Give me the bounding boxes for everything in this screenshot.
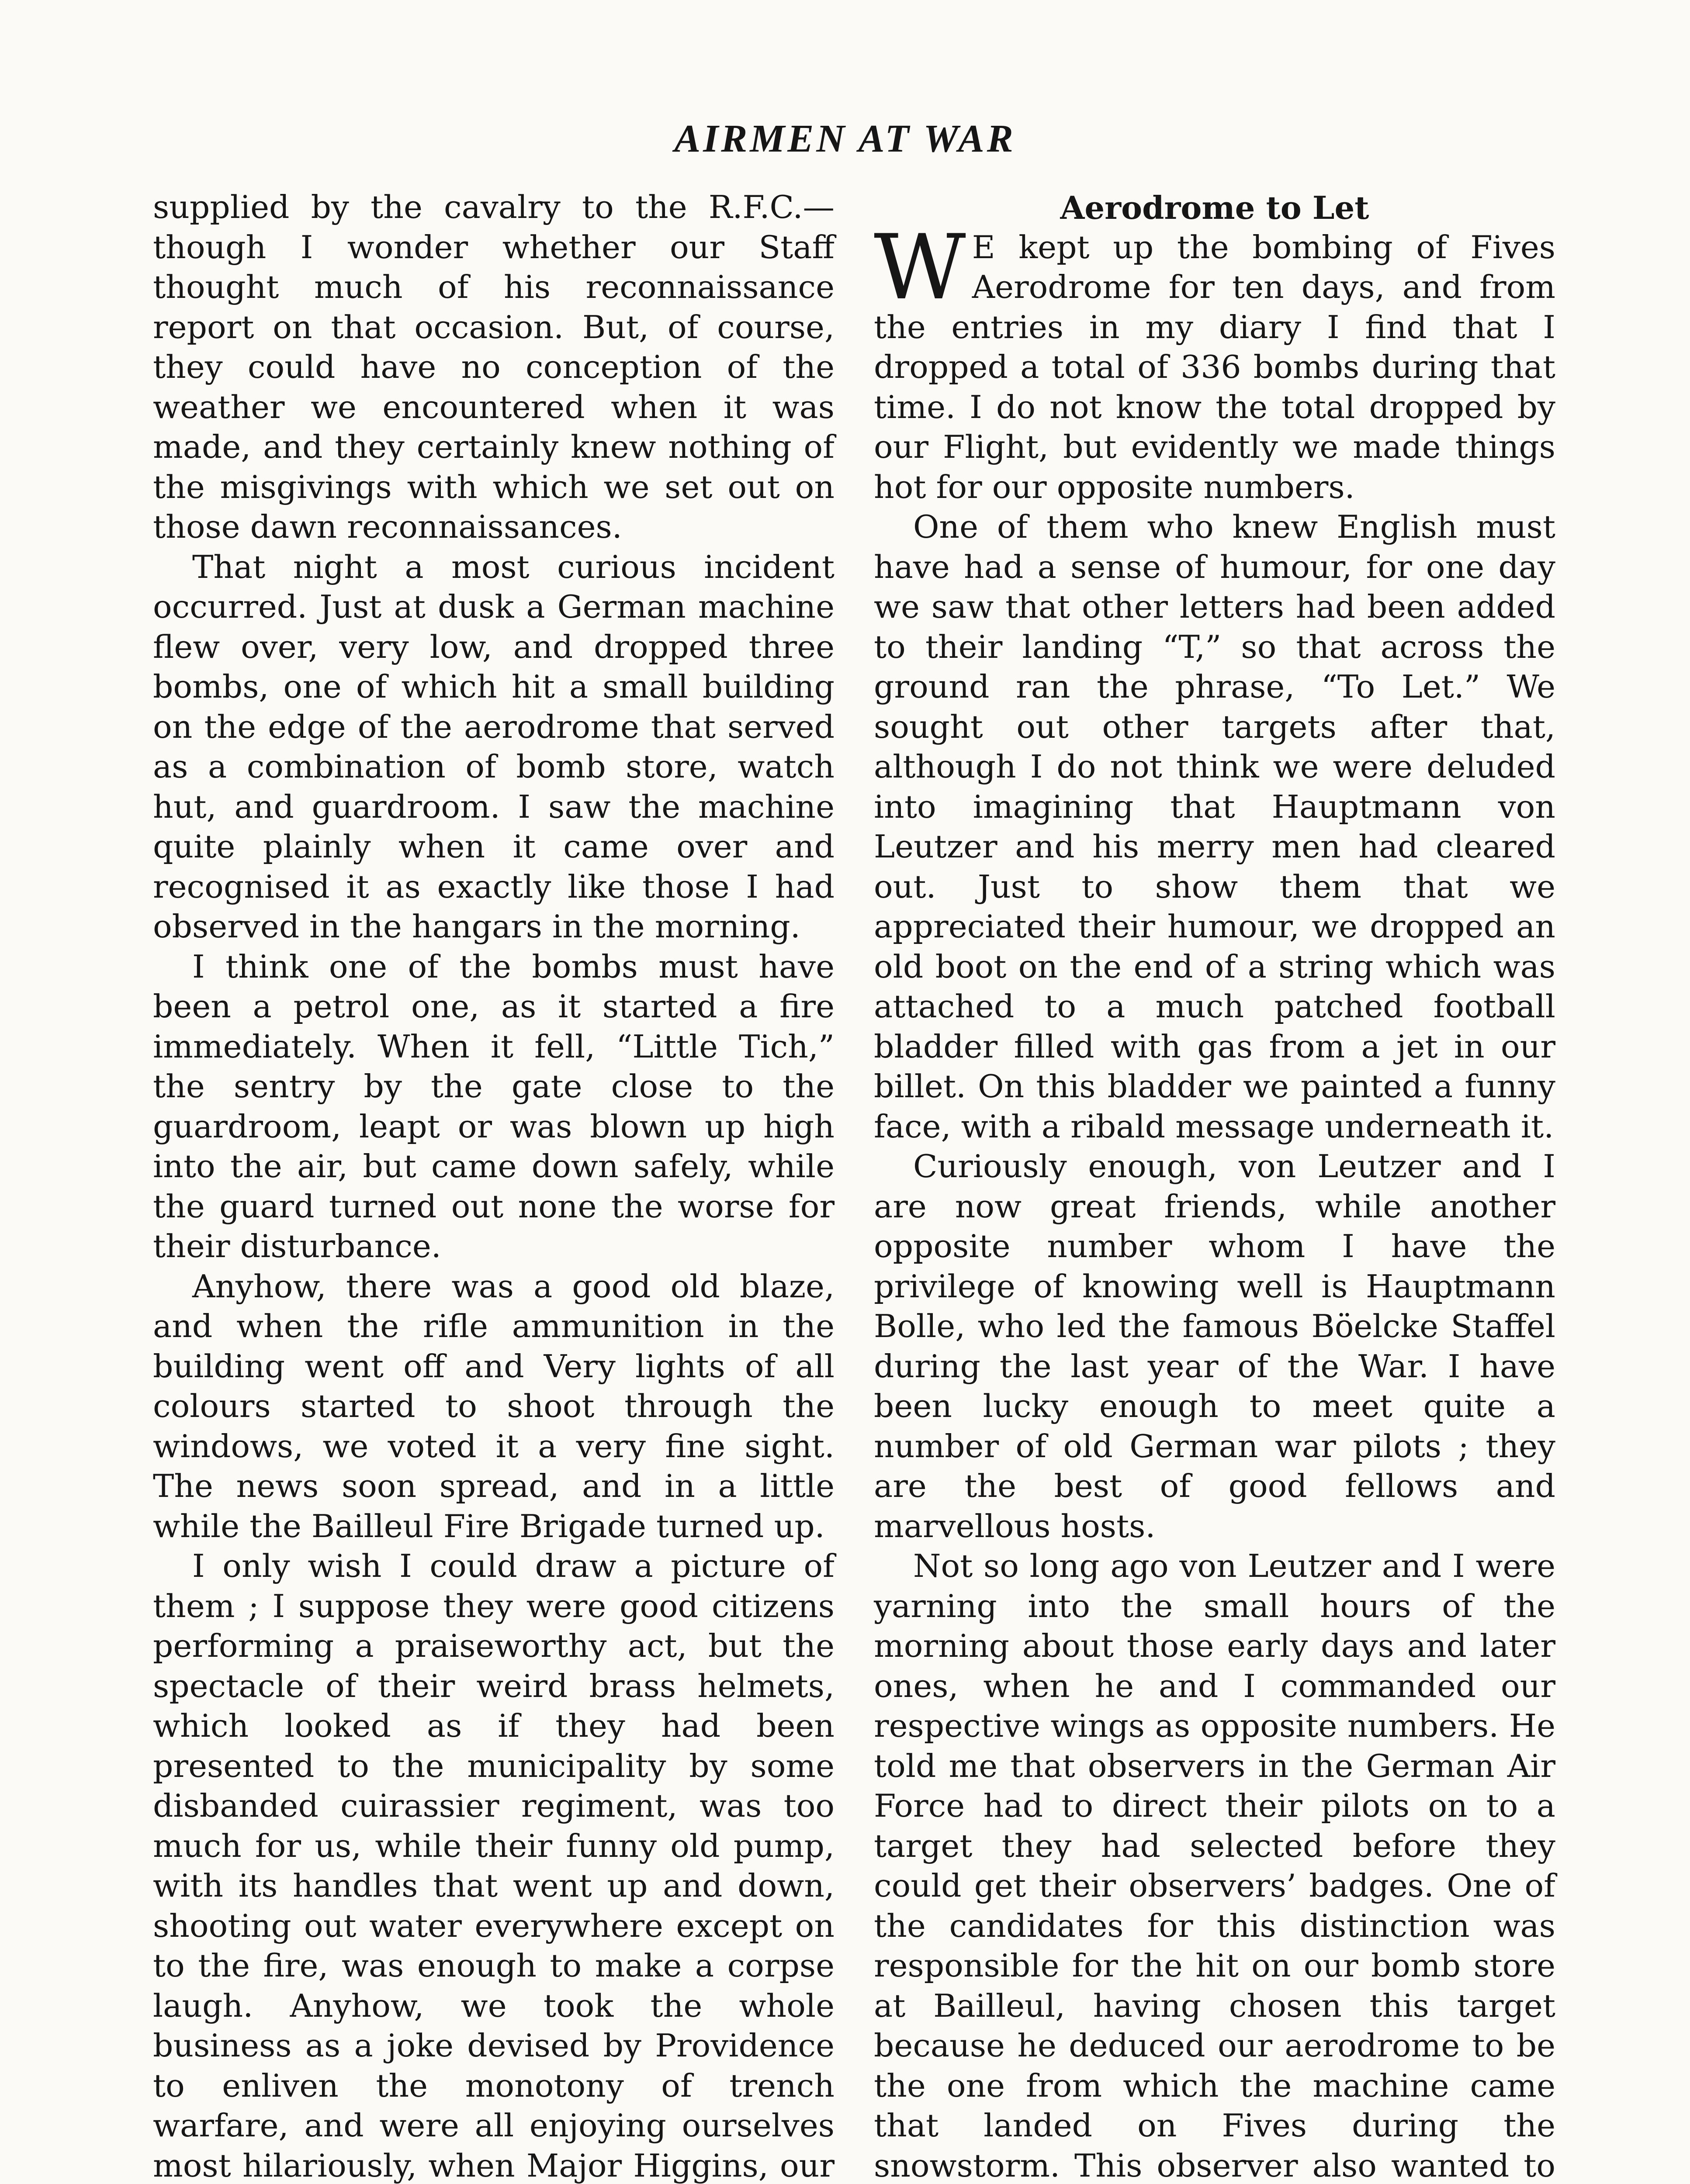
- paragraph: One of them who knew English must have had a sense of humour, for one day we saw that other letters had been added to their landing “T,” so that across the ground ran the phrase, “To Let.” We sought out other targets after that, although I do not think we were deluded into imagining that Hauptmann von Leutzer and his merry men had cleared out. Just to show them that we appreciated their humour, we dropped an old boot on the end of a string which was attached to a much patched football bladder filled with gas from a jet in our billet. On this bladder we painted a funny face, with a ribald message underneath it.: [874, 509, 1555, 1145]
- paragraph: I only wish I could draw a picture of them ; I suppose they were good citizens performing a praiseworthy act, but the spectacle of their weird brass helmets, which looked as if they had been presented to the municipality by some disbanded cuirassier regiment, was too much for us, while their funny old pump, with its handles that went up and down, shooting out water everywhere except on to the fire, was enough to make a corpse laugh. Anyhow, we took the whole business as a joke devised by Providence to enliven the monotony of trench warfare, and were all enjoying ourselves most hilariously, when Major Higgins, our: [153, 1548, 835, 2184]
- paragraph: [874, 215, 1555, 508]
- paragraph: Curiously enough, von Leutzer and I are now great friends, while another opposite number whom I have the privilege of knowing well is Hauptmann Bolle, who led the famous Böelcke Staffel during the last year of the War. I have been lucky enough to meet quite a number of old German war pilots ; they are the best of good fellows and marvellous hosts.: [874, 1148, 1555, 1545]
- right-column: [874, 188, 1555, 2184]
- paragraph: Not so long ago von Leutzer and I were yarning into the small hours of the morning about those early days and later ones, when he and I commanded our respective wings as opposite numbers. He told me that observers in the German Air Force had to direct their pilots on to a target they had selected before they could get their observers’ badges. One of the candidates for this distinction was responsible for the hit on our bomb store at Bailleul, having chosen this target because he deduced our aerodrome to be the one from which the machine came that landed on Fives during the snowstorm. This observer also wanted to: [874, 1548, 1555, 2184]
- left-column: [153, 188, 835, 2184]
- drop-cap: W: [874, 215, 966, 320]
- paragraph: supplied by the cavalry to the R.F.C.— though I wonder whether our Staff thought much of his reconnaissance report on that occasion. But, of course, they could have no conception of the weather we encountered when it was made, and they certainly knew nothing of the misgivings with which we set out on those dawn reconnaissances.: [153, 189, 835, 546]
- paragraph: Anyhow, there was a good old blaze, and when the rifle ammunition in the building went off and Very lights of all colours started to shoot through the windows, we voted it a very fine sight. The news soon spread, and in a little while the Bailleul Fire Brigade turned up.: [153, 1268, 835, 1545]
- running-title: AIRMEN AT WAR: [674, 117, 1016, 160]
- paragraph-text: E kept up the bombing of Fives Aerodrome for ten days, and from the entries in my diary I find that I dropped a total of 336 bombs during that time. I do not know the total dropped by our Flight, but evidently we made things hot for our opposite numbers.: [874, 229, 1555, 506]
- paragraph: That night a most curious incident occurred. Just at dusk a German machine flew over, very low, and dropped three bombs, one of which hit a small building on the edge of the aerodrome that served as a combination of bomb store, watch hut, and guardroom. I saw the machine quite plainly when it came over and recognised it as exactly like those I had observed in the hangars in the morning.: [153, 549, 835, 945]
- section-title: Aerodrome to Let: [1060, 189, 1369, 226]
- paragraph: I think one of the bombs must have been a petrol one, as it started a fire immediately. When it fell, “Little Tich,” the sentry by the gate close to the guardroom, leapt or was blown up high into the air, but came down safely, while the guard turned out none the worse for their disturbance.: [153, 948, 835, 1265]
